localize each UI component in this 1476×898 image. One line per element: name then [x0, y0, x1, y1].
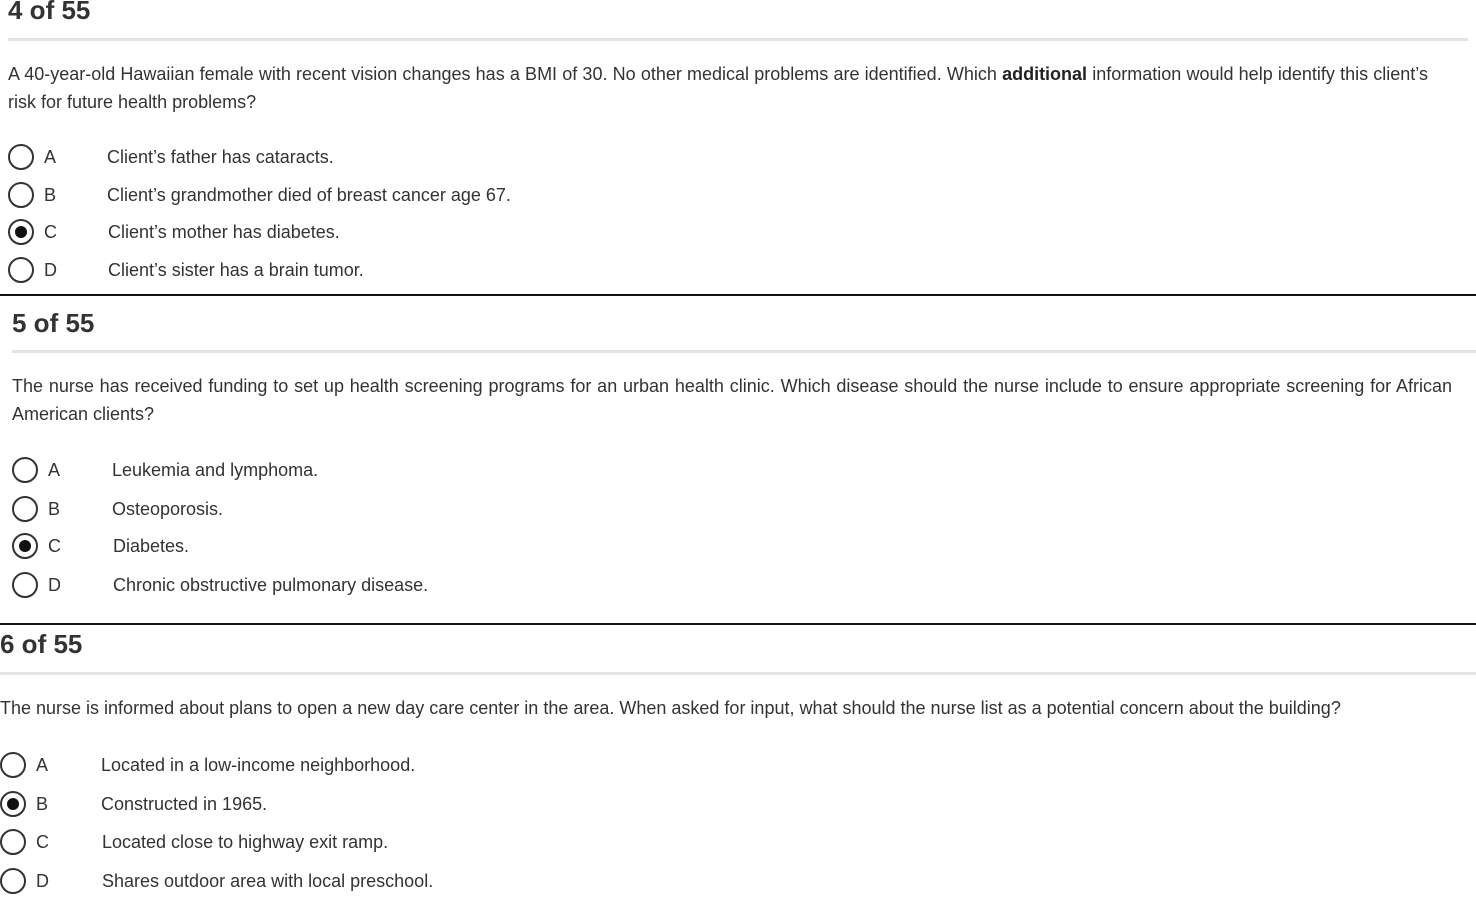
option-text: Constructed in 1965.: [101, 794, 268, 814]
option-text: Leukemia and lymphoma.: [112, 460, 319, 480]
question-4: [8, 0, 1468, 294]
radio-button[interactable]: [0, 829, 26, 855]
question-number: 5 of 55: [12, 308, 95, 338]
option-text: Shares outdoor area with local preschool.: [102, 871, 434, 891]
emphasis-text: additional: [1002, 64, 1088, 84]
answer-option-c[interactable]: [8, 219, 708, 249]
question-text: The nurse has received funding to set up health screening programs for an urban health clinic. Which disease should the nurse include to ensure appropriate screening for African American clients?: [12, 376, 1452, 424]
option-letter: C: [48, 536, 61, 556]
radio-button-selected[interactable]: [0, 791, 26, 817]
answer-option-d[interactable]: [0, 868, 700, 898]
question-6: [0, 625, 1476, 895]
option-letter: B: [44, 185, 57, 205]
question-text: A 40-year-old Hawaiian female with recent vision changes has a BMI of 30. No other medical problems are identified. Which additional information would help identify this client’s risk for future health problems?: [8, 64, 1428, 112]
radio-button[interactable]: [0, 868, 26, 894]
option-text: Diabetes.: [113, 536, 190, 556]
radio-button-selected[interactable]: [12, 533, 38, 559]
question-5: [12, 296, 1476, 623]
radio-button[interactable]: [0, 752, 26, 778]
option-letter: D: [36, 871, 49, 891]
answer-option-b[interactable]: [0, 791, 700, 821]
option-letter: A: [44, 147, 57, 167]
radio-button-selected[interactable]: [8, 219, 34, 245]
question-number: 6 of 55: [0, 629, 83, 659]
radio-button[interactable]: [12, 572, 38, 598]
option-text: Client’s mother has diabetes.: [108, 222, 340, 242]
option-text: Located close to highway exit ramp.: [102, 832, 389, 852]
answer-option-a[interactable]: [12, 457, 712, 487]
radio-button[interactable]: [8, 144, 34, 170]
option-letter: C: [44, 222, 57, 242]
title-underline: [12, 350, 1476, 353]
radio-button[interactable]: [12, 496, 38, 522]
option-text: Client’s father has cataracts.: [107, 147, 334, 167]
answer-option-c[interactable]: [0, 829, 700, 859]
answer-option-c[interactable]: [12, 533, 712, 563]
option-text: Chronic obstructive pulmonary disease.: [113, 575, 429, 595]
answer-option-a[interactable]: [0, 752, 700, 782]
title-underline: [8, 38, 1468, 41]
option-text: Client’s grandmother died of breast cancer age 67.: [107, 185, 511, 205]
radio-button[interactable]: [8, 182, 34, 208]
answer-option-b[interactable]: [12, 496, 712, 526]
option-letter: A: [48, 460, 61, 480]
answer-option-d[interactable]: [12, 572, 712, 602]
question-text: The nurse is informed about plans to open a new day care center in the area. When asked for input, what should the nurse list as a potential concern about the building?: [0, 698, 1341, 718]
radio-button[interactable]: [12, 457, 38, 483]
option-letter: A: [36, 755, 49, 775]
title-underline: [0, 672, 1476, 675]
option-letter: D: [44, 260, 57, 280]
question-number: 4 of 55: [8, 0, 91, 25]
option-text: Located in a low-income neighborhood.: [101, 755, 416, 775]
option-text: Osteoporosis.: [112, 499, 224, 519]
answer-option-b[interactable]: [8, 182, 708, 212]
option-text: Client’s sister has a brain tumor.: [108, 260, 364, 280]
option-letter: C: [36, 832, 49, 852]
radio-button[interactable]: [8, 257, 34, 283]
option-letter: B: [36, 794, 49, 814]
answer-option-a[interactable]: [8, 144, 708, 174]
answer-option-d[interactable]: [8, 257, 708, 287]
option-letter: B: [48, 499, 61, 519]
option-letter: D: [48, 575, 61, 595]
